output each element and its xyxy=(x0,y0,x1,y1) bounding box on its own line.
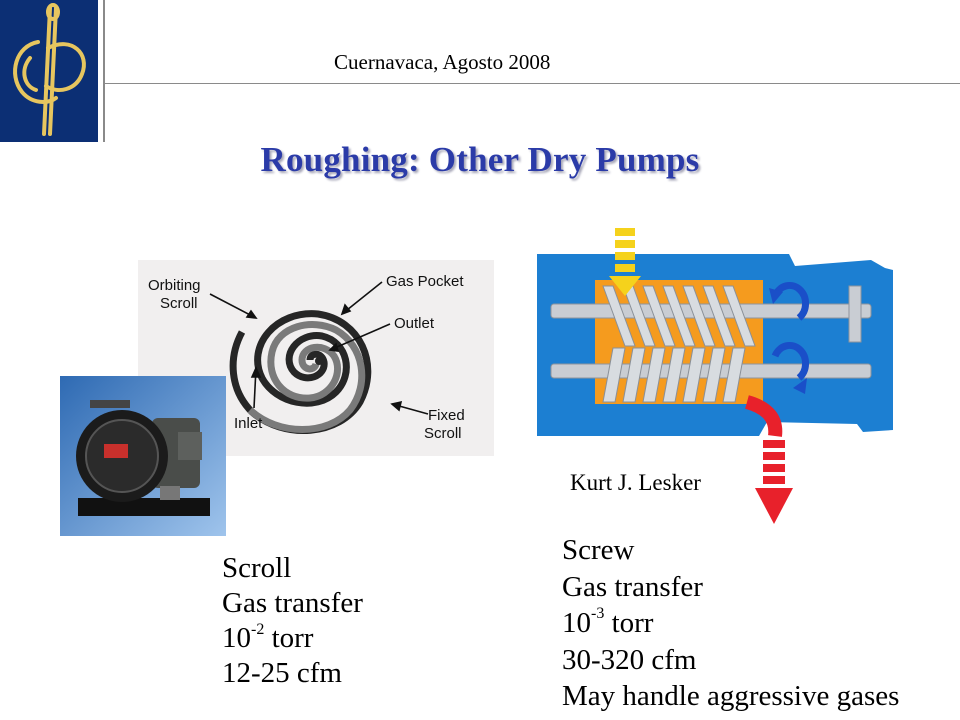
header-location-date: Cuernavaca, Agosto 2008 xyxy=(334,50,551,74)
scroll-name: Scroll xyxy=(222,552,292,584)
scroll-pressure: $10^{-2}$ torr xyxy=(222,621,314,654)
slide-title: Roughing: Other Dry Pumps xyxy=(260,140,700,179)
label-inlet: Inlet xyxy=(234,415,263,432)
label-outlet: Outlet xyxy=(394,315,435,332)
institution-logo xyxy=(0,0,98,142)
screw-note: May handle aggressive gases xyxy=(562,680,900,712)
screw-pump-info xyxy=(562,532,899,715)
image-credit: Kurt J. Lesker xyxy=(570,470,701,495)
label-orbiting-scroll: Scroll xyxy=(160,295,198,312)
logo-emblem-icon xyxy=(0,0,98,142)
header-horizontal-rule xyxy=(103,83,960,84)
scroll-pump-info xyxy=(222,551,363,691)
label-fixed: Fixed xyxy=(428,407,465,424)
label-gas-pocket: Gas Pocket xyxy=(386,273,464,290)
screw-name: Screw xyxy=(562,534,635,566)
screw-flow: 30-320 cfm xyxy=(562,643,697,676)
screw-mechanism: Gas transfer xyxy=(562,570,703,603)
header-vertical-rule xyxy=(103,0,105,142)
scroll-mechanism: Gas transfer xyxy=(222,587,363,619)
label-fixed-scroll: Scroll xyxy=(424,425,462,442)
label-orbiting: Orbiting xyxy=(148,277,201,294)
scroll-pump-photo xyxy=(60,376,226,536)
screw-pressure: $10^{-3}$ torr xyxy=(562,605,654,639)
scroll-flow: 12-25 cfm xyxy=(222,657,342,689)
